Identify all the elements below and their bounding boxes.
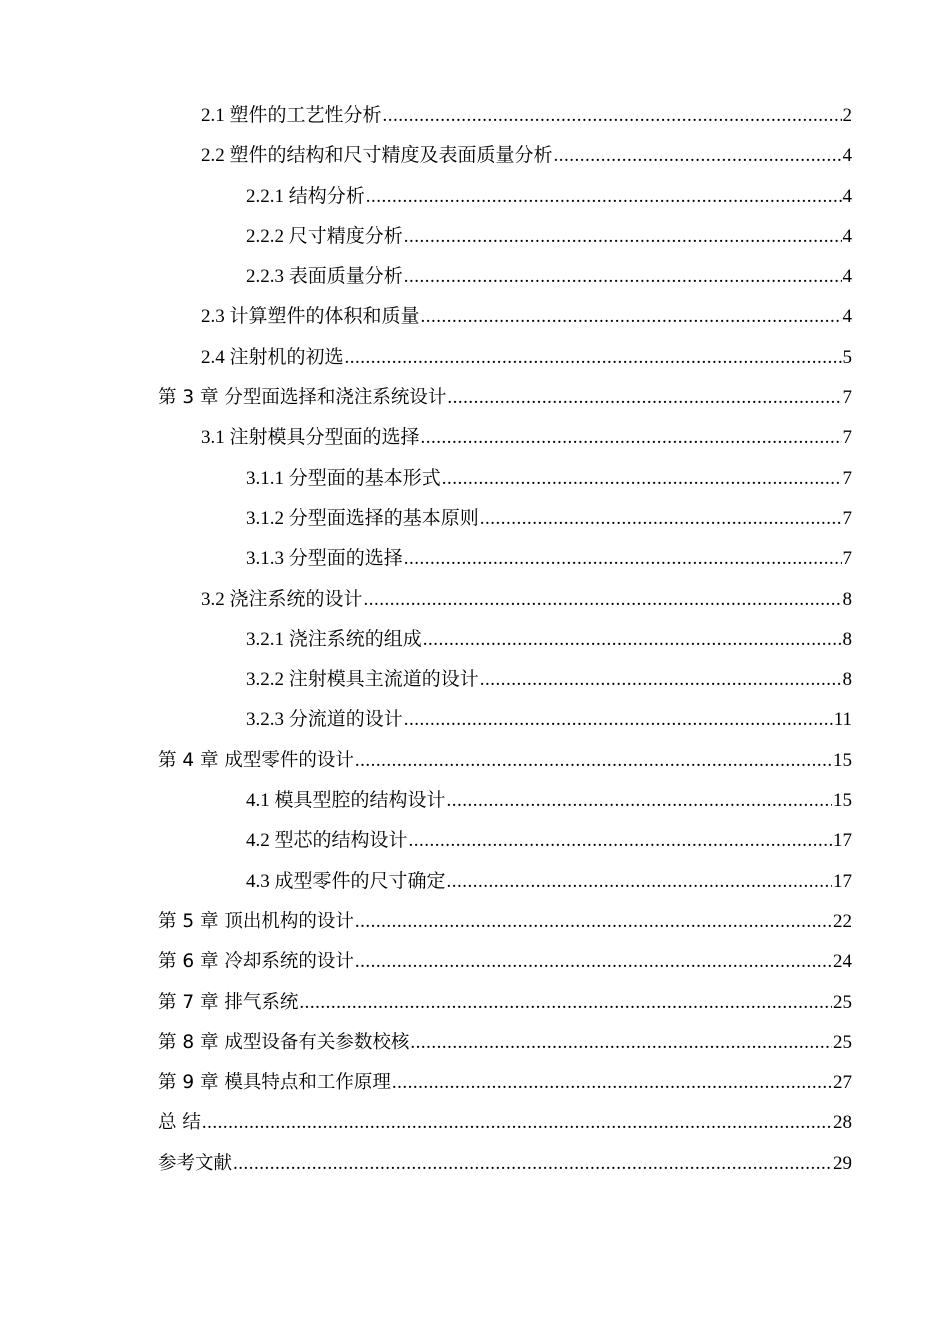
toc-entry-line [158, 386, 852, 410]
toc-entry[interactable] [0, 1102, 950, 1142]
toc-entry-page-number: 28 [833, 1112, 852, 1134]
toc-dot-leader [383, 104, 842, 128]
toc-entry-line [201, 588, 852, 612]
toc-entry-page-number: 4 [842, 225, 852, 247]
toc-dot-leader [421, 305, 842, 329]
toc-entry-line [158, 950, 852, 974]
toc-entry-title: 2.2.1 结构分析 [246, 185, 365, 207]
toc-dot-leader [554, 144, 842, 168]
toc-entry-line [158, 1111, 852, 1135]
toc-entry-title: 3.1.3 分型面的选择 [246, 548, 403, 570]
toc-entry-title: 3.1.1 分型面的基本形式 [246, 467, 441, 489]
toc-entry-title: 4.3 成型零件的尺寸确定 [246, 870, 446, 892]
toc-entry-page-number: 7 [842, 548, 852, 570]
toc-entry-page-number: 29 [833, 1152, 852, 1174]
toc-dot-leader [366, 185, 842, 209]
toc-entry-title: 第 4 章 成型零件的设计 [158, 749, 354, 771]
toc-entry-line [201, 346, 852, 370]
toc-entry-line [246, 185, 852, 209]
toc-entry-title: 第 8 章 成型设备有关参数校核 [158, 1031, 410, 1053]
toc-entry-title: 3.2 浇注系统的设计 [201, 588, 363, 610]
toc-entry-page-number: 4 [842, 306, 852, 328]
toc-entry[interactable] [0, 417, 950, 457]
toc-entry-line [158, 1031, 852, 1055]
toc-entry[interactable] [0, 659, 950, 699]
toc-entry-line [158, 991, 852, 1015]
toc-dot-leader [423, 628, 842, 652]
toc-entry-line [246, 668, 852, 692]
toc-entry-title: 2.3 计算塑件的体积和质量 [201, 306, 420, 328]
toc-entry[interactable] [0, 216, 950, 256]
toc-entry-title: 3.2.1 浇注系统的组成 [246, 628, 422, 650]
toc-entry-title: 2.2 塑件的结构和尺寸精度及表面质量分析 [201, 145, 553, 167]
toc-entry[interactable] [0, 337, 950, 377]
toc-entry-line [158, 1071, 852, 1095]
toc-entry[interactable] [0, 1022, 950, 1062]
toc-entry-line [246, 547, 852, 571]
toc-entry-line [201, 426, 852, 450]
toc-entry-line [158, 1152, 852, 1176]
toc-entry-line [201, 144, 852, 168]
toc-entry[interactable] [0, 498, 950, 538]
toc-dot-leader [421, 426, 842, 450]
toc-entry-line [246, 225, 852, 249]
toc-entry-title: 4.2 型芯的结构设计 [246, 830, 408, 852]
toc-dot-leader [355, 749, 832, 773]
toc-entry-page-number: 27 [833, 1072, 852, 1094]
toc-entry[interactable] [0, 820, 950, 860]
toc-entry-title: 2.1 塑件的工艺性分析 [201, 105, 382, 126]
toc-entry-line [246, 467, 852, 491]
toc-entry-title: 3.1.2 分型面选择的基本原则 [246, 507, 479, 529]
toc-dot-leader [442, 467, 842, 491]
toc-entry-page-number: 25 [833, 1031, 852, 1053]
toc-dot-leader [355, 950, 832, 974]
toc-entry-title: 参考文献 [158, 1152, 233, 1174]
toc-entry-line [246, 708, 852, 732]
toc-entry-page-number: 25 [833, 991, 852, 1013]
toc-entry-page-number: 17 [833, 830, 852, 852]
toc-entry-title: 3.1 注射模具分型面的选择 [201, 427, 420, 449]
toc-entry-page-number: 15 [833, 790, 852, 812]
toc-entry-page-number: 11 [833, 709, 852, 731]
toc-dot-leader [355, 910, 832, 934]
toc-entry-title: 3.2.3 分流道的设计 [246, 709, 403, 731]
toc-entry-page-number: 24 [833, 951, 852, 973]
toc-entry-page-number: 22 [833, 910, 852, 932]
toc-entry[interactable] [0, 1143, 950, 1183]
toc-entry[interactable] [0, 619, 950, 659]
toc-entry-page-number: 5 [842, 346, 852, 368]
toc-entry-line [158, 749, 852, 773]
toc-dot-leader [447, 789, 832, 813]
toc-entry-line [246, 870, 852, 894]
toc-entry[interactable] [0, 901, 950, 941]
toc-entry-title: 2.2.3 表面质量分析 [246, 266, 403, 288]
toc-entry[interactable] [0, 458, 950, 498]
toc-entry-title: 3.2.2 注射模具主流道的设计 [246, 669, 479, 691]
toc-entry[interactable] [0, 699, 950, 739]
toc-dot-leader [404, 547, 842, 571]
toc-dot-leader [404, 708, 833, 732]
toc-entry-title: 第 9 章 模具特点和工作原理 [158, 1072, 391, 1094]
toc-entry[interactable] [0, 740, 950, 780]
toc-entry-page-number: 8 [842, 628, 852, 650]
toc-dot-leader [404, 225, 842, 249]
toc-entry-title: 2.4 注射机的初选 [201, 346, 344, 368]
toc-entry-page-number: 17 [833, 870, 852, 892]
toc-entry-line [201, 104, 852, 128]
toc-entry[interactable] [0, 256, 950, 296]
toc-entry-line [201, 305, 852, 329]
toc-dot-leader [410, 1031, 832, 1055]
table-of-contents [0, 95, 950, 1183]
toc-entry-line [158, 910, 852, 934]
toc-entry[interactable] [0, 941, 950, 981]
toc-entry-page-number: 2 [842, 105, 852, 126]
toc-entry[interactable] [0, 861, 950, 901]
toc-dot-leader [392, 1071, 832, 1095]
toc-entry-page-number: 4 [842, 145, 852, 167]
toc-entry-line [246, 265, 852, 289]
toc-entry[interactable] [0, 1062, 950, 1102]
toc-dot-leader [480, 507, 842, 531]
toc-entry-title: 第 6 章 冷却系统的设计 [158, 951, 354, 973]
toc-dot-leader [233, 1152, 832, 1176]
toc-dot-leader [404, 265, 842, 289]
toc-entry[interactable] [0, 176, 950, 216]
toc-entry[interactable] [0, 780, 950, 820]
toc-dot-leader [202, 1111, 832, 1135]
toc-entry[interactable] [0, 377, 950, 417]
toc-dot-leader [447, 870, 832, 894]
toc-entry-page-number: 4 [842, 185, 852, 207]
toc-entry[interactable] [0, 579, 950, 619]
toc-entry-page-number: 7 [842, 467, 852, 489]
toc-entry-line [246, 628, 852, 652]
toc-dot-leader [345, 346, 842, 370]
toc-entry-page-number: 8 [842, 669, 852, 691]
toc-dot-leader [447, 386, 841, 410]
toc-entry-line [246, 789, 852, 813]
toc-entry[interactable] [0, 296, 950, 336]
toc-entry[interactable] [0, 95, 950, 135]
toc-dot-leader [364, 588, 842, 612]
toc-entry-title: 第 3 章 分型面选择和浇注系统设计 [158, 387, 447, 409]
toc-dot-leader [409, 829, 832, 853]
toc-entry-title: 第 5 章 顶出机构的设计 [158, 910, 354, 932]
toc-entry[interactable] [0, 135, 950, 175]
toc-entry-page-number: 7 [842, 427, 852, 449]
toc-entry-title: 4.1 模具型腔的结构设计 [246, 790, 446, 812]
toc-dot-leader [299, 991, 832, 1015]
toc-entry-page-number: 7 [842, 507, 852, 529]
toc-entry[interactable] [0, 538, 950, 578]
toc-entry-page-number: 15 [833, 749, 852, 771]
toc-entry-line [246, 829, 852, 853]
toc-entry-title: 总 结 [158, 1112, 201, 1134]
toc-entry-page-number: 7 [842, 387, 852, 409]
toc-entry[interactable] [0, 982, 950, 1022]
toc-entry-page-number: 4 [842, 266, 852, 288]
toc-entry-page-number: 8 [842, 588, 852, 610]
toc-entry-line [246, 507, 852, 531]
toc-entry-title: 2.2.2 尺寸精度分析 [246, 225, 403, 247]
toc-dot-leader [480, 668, 842, 692]
toc-entry-title: 第 7 章 排气系统 [158, 991, 299, 1013]
